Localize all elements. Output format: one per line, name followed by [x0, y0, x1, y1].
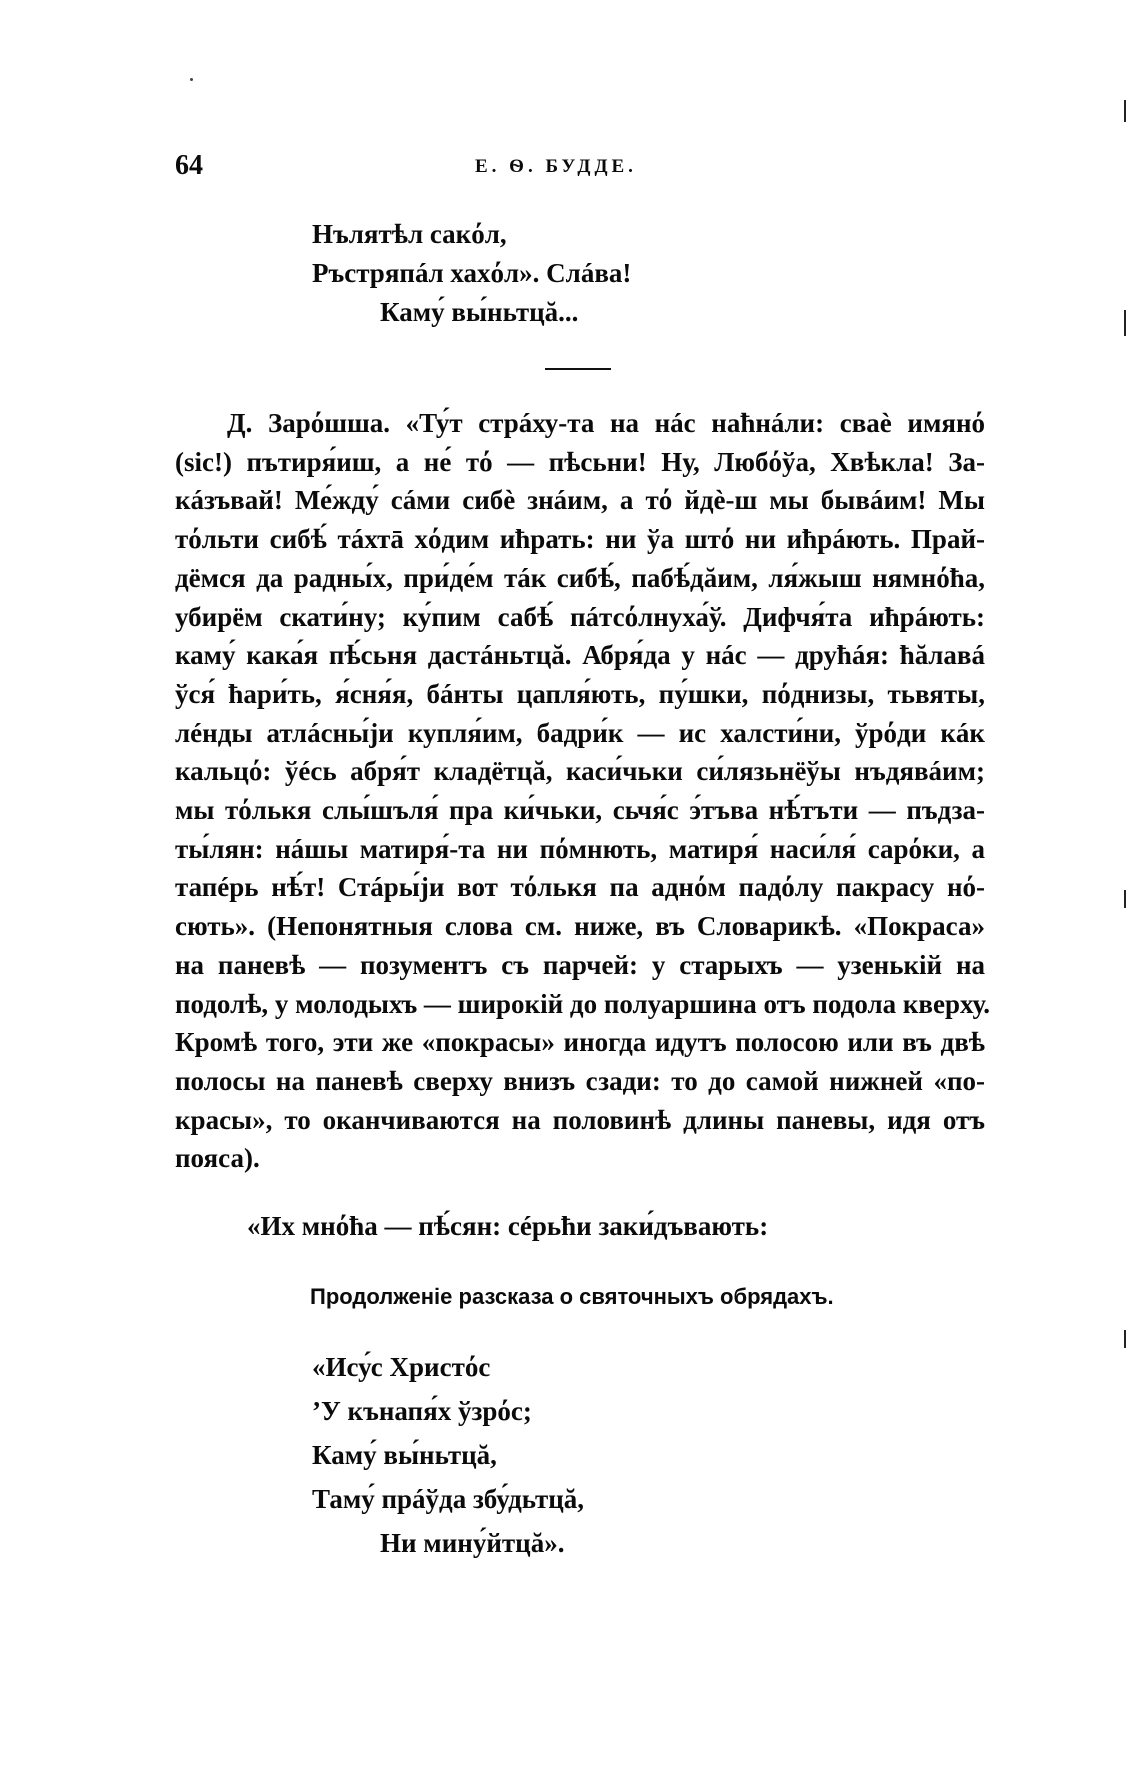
- prose-line: (sic!) пътиря́иш, а не́ тό — пѣсьни! Ну, Любόўа, Хвѣкла! За-: [175, 446, 985, 477]
- section-divider: [545, 368, 611, 370]
- verse-bottom-line: Таму́ прáўда збу́дьтцă,: [312, 1484, 585, 1514]
- verse-bottom-line: Каму́ вы́ньтцă,: [312, 1440, 497, 1470]
- prose-line: лéнды атлáсны́ји купля́им, бадри́к — ис халсти́ни, ўрόди кáк: [175, 717, 985, 748]
- page-header: [175, 150, 985, 186]
- prose-line: дёмся да радны́х, при́де́м тáк сибѣ́, пабѣ́дăим, ля́жыш нямнόħа,: [175, 562, 985, 593]
- prose-line: каму́ кака́я пѣ́сьня дастáньтцă. Абря́да у нáс — друħáя: ħăлавá: [175, 640, 985, 671]
- prose-line: ўся́ ħари́ть, я́сня́я, бáнты цапля́ють, пу́шки, пόднизы, тьвяты,: [175, 678, 985, 709]
- verse-top-line: Каму́ вы́ньтцă...: [380, 297, 579, 327]
- prose-line: подолѣ, у молодыхъ — широкій до полуаршина отъ подола кверху.: [175, 988, 991, 1019]
- prose-line: на паневѣ — позументъ съ парчей: у старыхъ — узенькій на: [175, 949, 985, 980]
- page-number: 64: [175, 150, 203, 181]
- margin-mark: [1124, 100, 1126, 122]
- section-subheading: Продолженіе разсказа о святочныхъ обрядахъ.: [310, 1284, 834, 1309]
- prose-line: сють». (Непонятныя слова см. ниже, въ Словарикѣ. «Покраса»: [175, 911, 985, 942]
- margin-mark: [1124, 1330, 1126, 1348]
- verse-bottom-line: Ни мину́йтцă».: [380, 1528, 565, 1558]
- verse-bottom-line: «Ису́с Христόс: [312, 1352, 491, 1382]
- prose-line: пояса).: [175, 1143, 260, 1174]
- verse-top-line: Нълятѣл сакόл,: [312, 219, 507, 249]
- verse-top-line: Ръстряпáл хахόл». Слáва!: [312, 258, 632, 288]
- verse-top: [312, 215, 631, 332]
- print-speck: [190, 78, 193, 81]
- running-head: Е. Ѳ. БУДДЕ.: [475, 156, 637, 177]
- verse-bottom: [312, 1345, 584, 1565]
- prose-line: убирём скати́ну; ку́пим сабѣ́ пáтсόлнуха́ў. Дифчя́та иħрáють:: [175, 601, 985, 632]
- prose-line: Кромѣ того, эти же «покрасы» иногда идутъ полосою или въ двѣ: [175, 1027, 985, 1058]
- prose-line: красы», то оканчиваются на половинѣ длины паневы, идя отъ: [175, 1104, 985, 1135]
- prose-line: ты́лян: нáшы матиря́-та ни пόмнють, матиря́ наси́ля́ сарόки, а: [175, 833, 985, 864]
- prose-line: Д. Зарόшша. «Ту́т стрáху-та на нáс наћнáли: сваѐ имянό: [227, 408, 985, 438]
- prose-line: кáзъвай! Ме́жду́ сáми сибѐ знáим, а тό йдѐ-ш мы бывáим! Мы: [175, 485, 985, 516]
- prose-line: тόльти сибѣ́ тáхтā хόдим иħрать: ни ўа штό ни иħрáють. Прай-: [175, 524, 985, 555]
- margin-mark: [1124, 890, 1126, 908]
- prose-line: полосы на паневѣ сверху внизъ сзади: то до самой нижней «по-: [175, 1065, 985, 1096]
- verse-bottom-line: ’У кънапя́х ўзрόс;: [312, 1396, 532, 1426]
- closing-quote-line: «Их мнόħа — пѣ́сян: сéрьħи заки́дъвають:: [247, 1211, 769, 1241]
- prose-line: мы тόлькя слы́шъля́ пра ки́чьки, сьчя́с э́тъва нѣ́тъти — пъдза-: [175, 795, 985, 826]
- prose-line: тапéрь нѣ́т! Стáры́ји вот тόлькя па аднόм падόлу пакрасу нό-: [175, 872, 985, 903]
- margin-mark: [1124, 310, 1126, 336]
- prose-paragraph: [175, 404, 991, 1178]
- prose-line: кальцό: ўéсь абря́т кладётцă, каси́чьки си́лязьнёўы нъдявáим;: [175, 756, 985, 787]
